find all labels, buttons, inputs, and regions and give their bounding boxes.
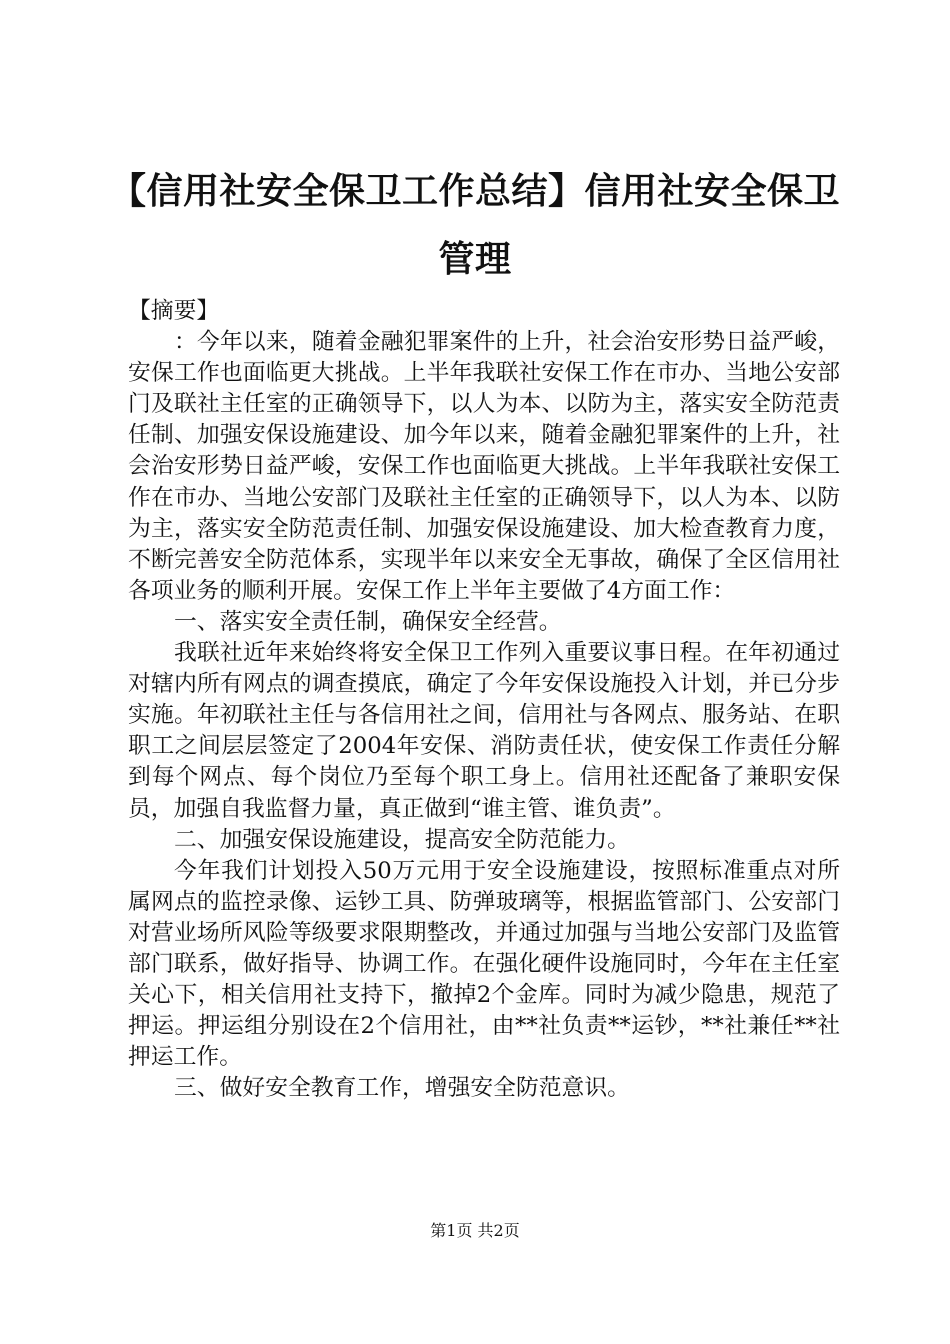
document-title: 【信用社安全保卫工作总结】信用社安全保卫管理	[109, 171, 840, 280]
section-1-heading: 一、落实安全责任制，确保安全经营。	[174, 608, 562, 635]
page-footer: 第1页 共2页	[430, 1221, 520, 1240]
document-body	[128, 296, 840, 1104]
section-2-paragraph: 今年我们计划投入50万元用于安全设施建设，按照标准重点对所属网点的监控录像、运钞工具、防弹玻璃等，根据监管部门、公安部门对营业场所风险等级要求限期整改，并通过加强与当地公安部门及监管部门联系，做好指导、协调工作。在强化硬件设施同时，今年在主任室关心下，相关信用社支持下，撤掉2个金库。同时为减少隐患，规范了押运。押运组分别设在2个信用社，由**社负责**运钞，**社兼任**社押运工作。	[128, 857, 840, 1071]
section-2-heading: 二、加强安保设施建设，提高安全防范能力。	[174, 826, 630, 853]
section-3-heading: 三、做好安全教育工作，增强安全防范意识。	[174, 1075, 630, 1102]
abstract-paragraph: ：今年以来，随着金融犯罪案件的上升，社会治安形势日益严峻，安保工作也面临更大挑战。上半年我联社安保工作在市办、当地公安部门及联社主任室的正确领导下，以人为本、以防为主，落实安全防范责任制、加强安保设施建设、加今年以来，随着金融犯罪案件的上升，社会治安形势日益严峻，安保工作也面临更大挑战。上半年我联社安保工作在市办、当地公安部门及联社主任室的正确领导下，以人为本、以防为主，落实安全防范责任制、加强安保设施建设、加大检查教育力度，不断完善安全防范体系，实现半年以来安全无事故，确保了全区信用社各项业务的顺利开展。安保工作上半年主要做了4方面工作：	[128, 329, 840, 604]
abstract-label: 【摘要】	[128, 298, 220, 324]
section-1-paragraph: 我联社近年来始终将安全保卫工作列入重要议事日程。在年初通过对辖内所有网点的调查摸底，确定了今年安保设施投入计划，并已分步实施。年初联社主任与各信用社之间，信用社与各网点、服务站、在职职工之间层层签定了2004年安保、消防责任状，使安保工作责任分解到每个网点、每个岗位乃至每个职工身上。信用社还配备了兼职安保员，加强自我监督力量，真正做到“谁主管、谁负责”。	[128, 640, 840, 822]
